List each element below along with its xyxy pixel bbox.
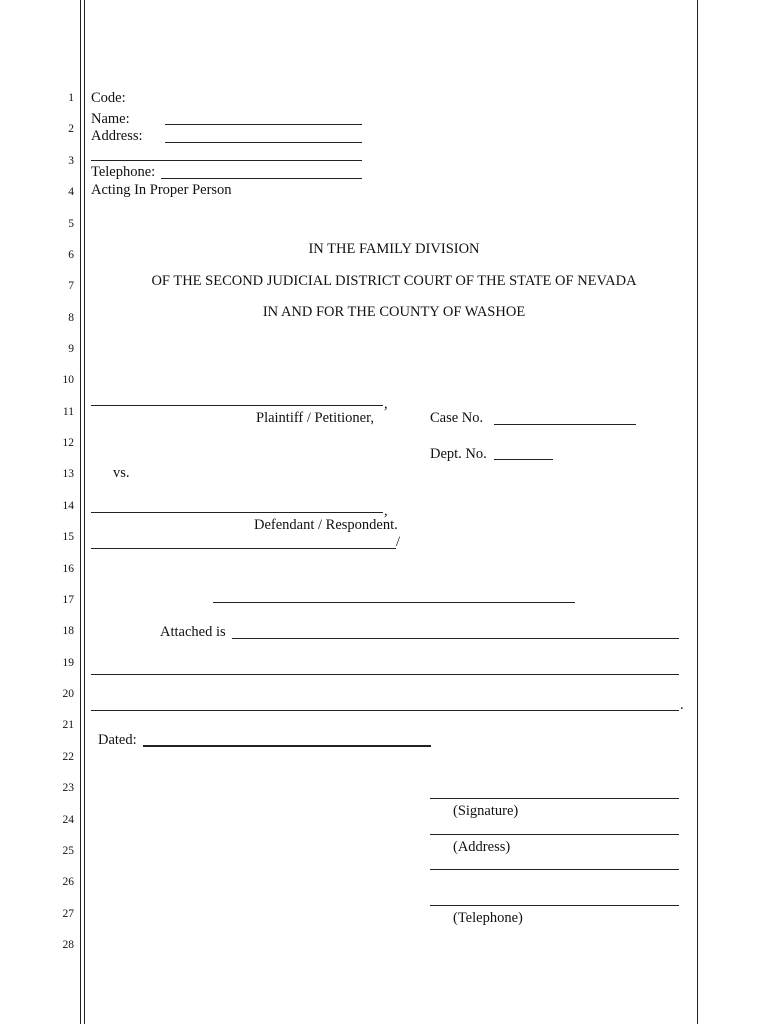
acting-in-proper-person: Acting In Proper Person bbox=[91, 182, 232, 198]
line-number: 19 bbox=[62, 657, 74, 669]
line-number: 20 bbox=[62, 688, 74, 700]
line-number: 3 bbox=[68, 155, 74, 167]
line-number: 24 bbox=[62, 814, 74, 826]
left-margin-rule-inner bbox=[84, 0, 85, 1024]
address-label: Address: bbox=[91, 128, 143, 144]
line-number: 6 bbox=[68, 249, 74, 261]
line-number: 11 bbox=[62, 406, 74, 418]
address-field-line-2[interactable] bbox=[91, 160, 362, 161]
case-no-field[interactable] bbox=[494, 424, 636, 425]
line-number: 16 bbox=[62, 563, 74, 575]
dated-label: Dated: bbox=[98, 732, 137, 748]
attached-is-label: Attached is bbox=[160, 624, 226, 640]
line-number: 21 bbox=[62, 719, 74, 731]
telephone-field[interactable] bbox=[161, 178, 362, 179]
telephone-signature-field[interactable] bbox=[430, 905, 679, 906]
line-number: 14 bbox=[62, 500, 74, 512]
document-title-field[interactable] bbox=[213, 602, 575, 603]
line-number: 27 bbox=[62, 908, 74, 920]
line-number: 10 bbox=[62, 374, 74, 386]
line-number: 17 bbox=[62, 594, 74, 606]
line-number: 4 bbox=[68, 186, 74, 198]
line-number: 8 bbox=[68, 312, 74, 324]
address-signature-line-2[interactable] bbox=[430, 869, 679, 870]
telephone-label: Telephone: bbox=[91, 164, 156, 180]
line-number: 9 bbox=[68, 343, 74, 355]
dept-no-field[interactable] bbox=[494, 459, 553, 460]
line-number: 13 bbox=[62, 468, 74, 480]
plaintiff-name-field[interactable] bbox=[91, 405, 383, 406]
attached-period: . bbox=[680, 697, 684, 713]
court-title-line-2: OF THE SECOND JUDICIAL DISTRICT COURT OF THE STATE OF NEVADA bbox=[151, 273, 637, 289]
telephone-signature-label: (Telephone) bbox=[453, 910, 523, 926]
dated-field[interactable] bbox=[143, 745, 431, 747]
defendant-comma: , bbox=[384, 503, 388, 519]
caption-closing-rule bbox=[91, 548, 396, 549]
attached-description-line-2[interactable] bbox=[91, 674, 679, 675]
address-field[interactable] bbox=[165, 142, 362, 143]
line-number: 18 bbox=[62, 625, 74, 637]
plaintiff-comma: , bbox=[384, 396, 388, 412]
left-margin-rule-outer bbox=[80, 0, 81, 1024]
defendant-name-field[interactable] bbox=[91, 512, 383, 513]
line-number: 25 bbox=[62, 845, 74, 857]
line-number: 1 bbox=[68, 92, 74, 104]
address-signature-label: (Address) bbox=[453, 839, 511, 855]
line-number: 15 bbox=[62, 531, 74, 543]
line-number: 5 bbox=[68, 218, 74, 230]
attached-description-field[interactable] bbox=[232, 638, 679, 639]
right-margin-rule bbox=[697, 0, 698, 1024]
signature-field[interactable] bbox=[430, 798, 679, 799]
name-label: Name: bbox=[91, 111, 130, 127]
plaintiff-label: Plaintiff / Petitioner, bbox=[256, 410, 374, 426]
line-number: 28 bbox=[62, 939, 74, 951]
line-number: 22 bbox=[62, 751, 74, 763]
court-title-line-3: IN AND FOR THE COUNTY OF WASHOE bbox=[262, 304, 526, 320]
address-signature-field[interactable] bbox=[430, 834, 679, 835]
name-field[interactable] bbox=[165, 124, 362, 125]
dept-no-label: Dept. No. bbox=[430, 446, 487, 462]
line-number: 7 bbox=[68, 280, 74, 292]
case-no-label: Case No. bbox=[430, 410, 484, 426]
defendant-label: Defendant / Respondent. bbox=[254, 517, 398, 533]
line-number: 2 bbox=[68, 123, 74, 135]
line-number: 12 bbox=[62, 437, 74, 449]
court-title-line-1: IN THE FAMILY DIVISION bbox=[308, 241, 480, 257]
line-number: 23 bbox=[62, 782, 74, 794]
caption-slash: / bbox=[396, 534, 401, 550]
versus-label: vs. bbox=[113, 465, 130, 481]
signature-label: (Signature) bbox=[453, 803, 519, 819]
line-number: 26 bbox=[62, 876, 74, 888]
code-label: Code: bbox=[91, 90, 126, 106]
attached-description-line-3[interactable] bbox=[91, 710, 679, 711]
